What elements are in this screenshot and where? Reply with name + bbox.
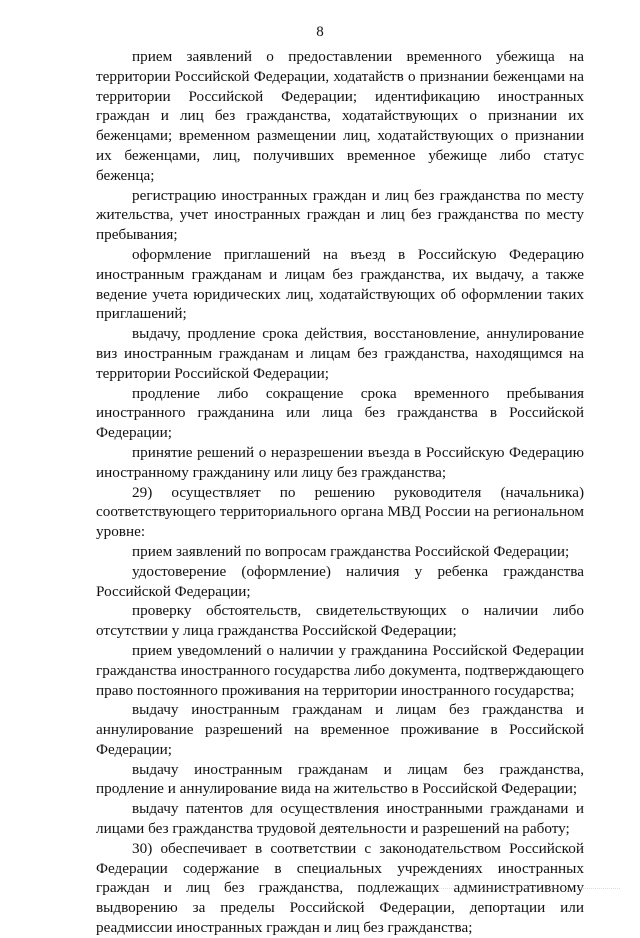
page-number: 8 (316, 24, 324, 40)
numbered-paragraph-30: 30) обеспечивает в соответствии с законодательством Российской Федерации содержание в специальных учреждениях иностранных граждан и лиц без гражданства, подлежащих административному выдворению за пределы Российской Федерации, депортации или реадмиссии иностранных граждан и лиц без гражданства; (96, 839, 584, 937)
paragraph: регистрацию иностранных граждан и лиц без гражданства по месту жительства, учет иностранных граждан и лиц без гражданства по месту пребывания; (96, 186, 584, 244)
paragraph: прием заявлений о предоставлении временного убежища на территории Российской Федерации, ходатайств о признании беженцами на территории Российской Федерации; идентификацию иностранных граждан и лиц без гражданства, ходатайствующих о признании их беженцами; временном размещении лиц, ходатайствующих о признании их беженцами, лиц, получивших временное убежище либо статус беженца; (96, 48, 584, 184)
paragraph: выдачу, продление срока действия, восстановление, аннулирование виз иностранным гражданам и лицам без гражданства, находящимся на территории Российской Федерации; (96, 325, 584, 382)
document-body (96, 47, 584, 938)
paragraph: принятие решений о неразрешении въезда в Российскую Федерацию иностранному гражданину или лицу без гражданства; (96, 443, 584, 481)
paragraph: выдачу иностранным гражданам и лицам без гражданства, продление и аннулирование вида на жительство в Российской Федерации; (96, 760, 584, 798)
paragraph: выдачу патентов для осуществления иностранными гражданами и лицами без гражданства трудовой деятельности и разрешений на работу; (96, 800, 584, 838)
paragraph: оформление приглашений на въезд в Российскую Федерацию иностранным гражданам и лицам без гражданства, их выдачу, а также ведение учета юридических лиц, ходатайствующих об оформлении таких приглашений; (96, 245, 584, 323)
scan-artifact (420, 888, 620, 891)
paragraph: удостоверение (оформление) наличия у ребенка гражданства Российской Федерации; (96, 562, 584, 600)
paragraph: продление либо сокращение срока временного пребывания иностранного гражданина или лица без гражданства в Российской Федерации; (96, 384, 584, 442)
paragraph: проверку обстоятельств, свидетельствующих о наличии либо отсутствии у лица гражданства Российской Федерации; (96, 602, 584, 640)
numbered-paragraph-29: 29) осуществляет по решению руководителя (начальника) соответствующего территориального органа МВД России на региональном уровне: (96, 483, 584, 541)
paragraph: прием заявлений по вопросам гражданства Российской Федерации; (132, 542, 570, 560)
paragraph: прием уведомлений о наличии у гражданина Российской Федерации гражданства иностранного государства либо документа, подтверждающего право постоянного проживания на территории иностранного государства; (96, 641, 584, 699)
paragraph: выдачу иностранным гражданам и лицам без гражданства и аннулирование разрешений на временное проживание в Российской Федерации; (96, 701, 584, 758)
